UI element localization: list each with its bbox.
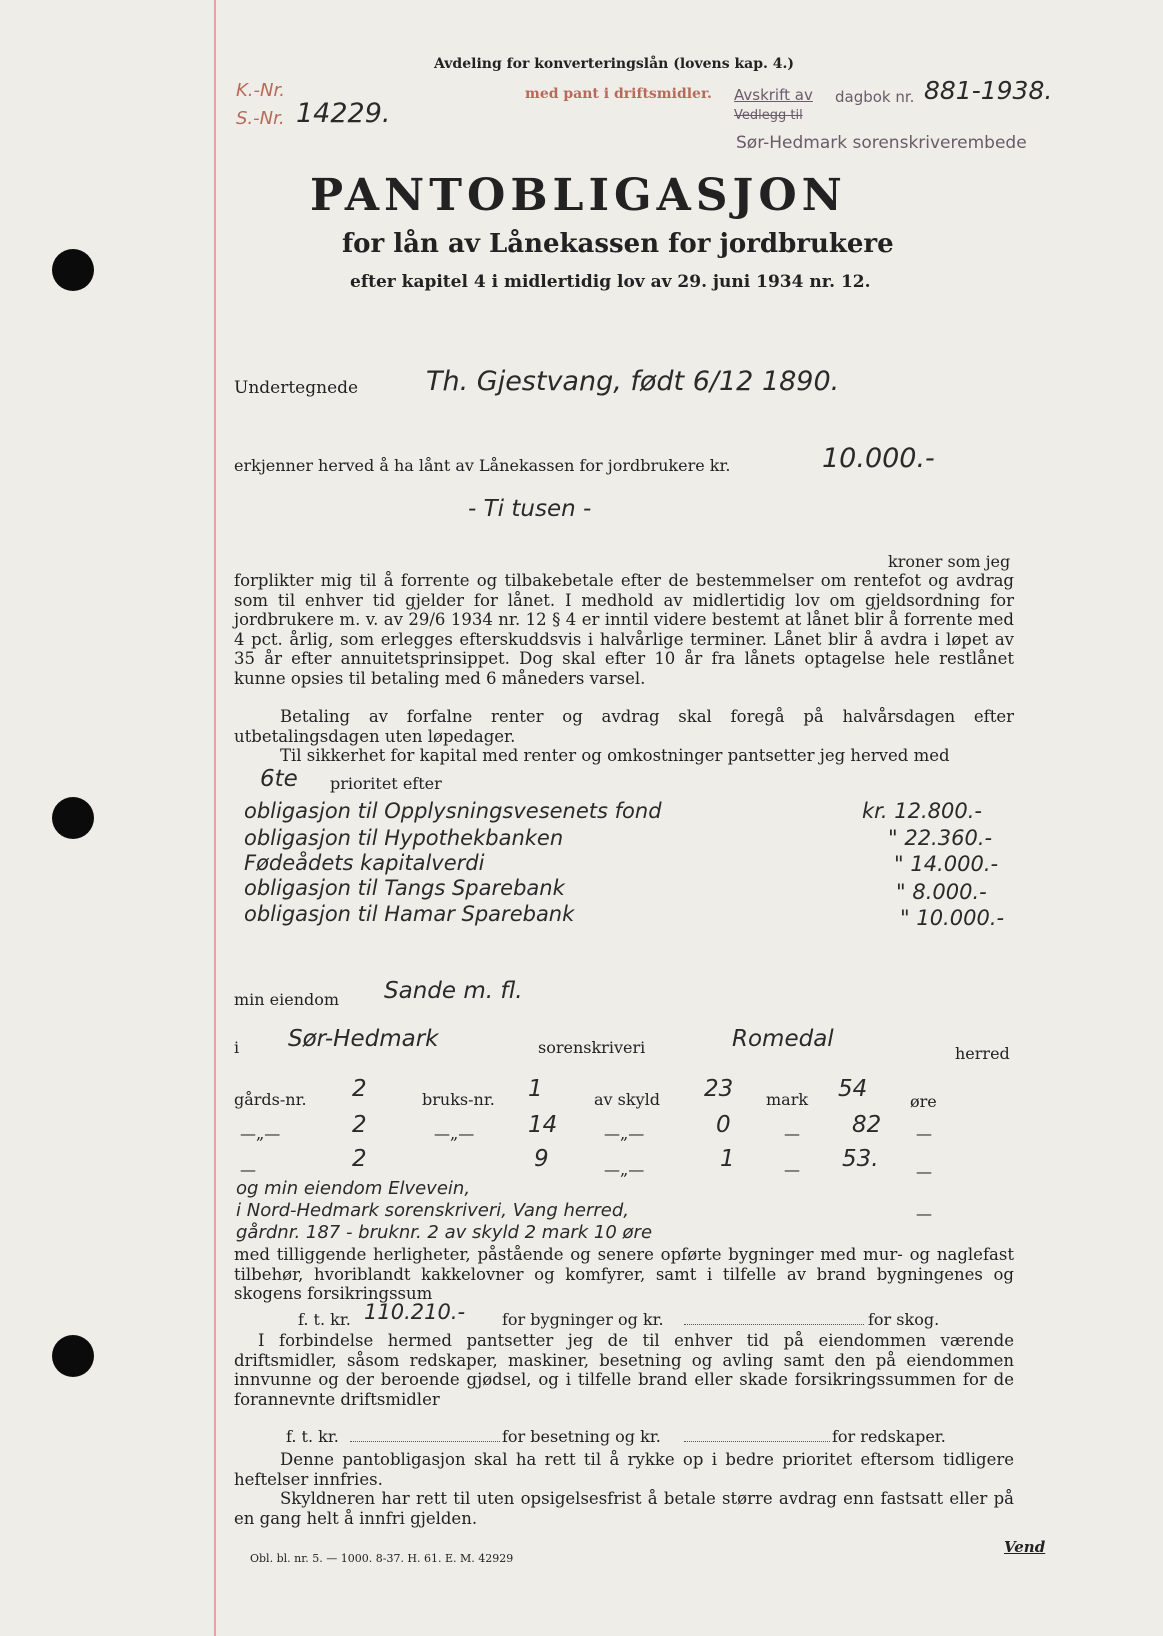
s-nr-label: S.-Nr. xyxy=(236,108,285,129)
ditto-mark: —„— xyxy=(240,1124,281,1143)
lien-creditor: obligasjon til Opplysningsvesenets fond xyxy=(244,799,662,823)
bnr-label: bruks-nr. xyxy=(422,1090,495,1109)
prepayment-paragraph: Skyldneren har rett til uten opsigelsesfrist å betale større avdrag enn fastsatt eller på en gang helt å innfri gjelden. xyxy=(234,1489,1014,1528)
priority-label: prioritet efter xyxy=(330,774,442,793)
property-in: i xyxy=(234,1038,240,1057)
bnr-value: 14 xyxy=(528,1112,558,1138)
for-buildings-label: for bygninger og kr. xyxy=(502,1310,664,1329)
mark-label: mark xyxy=(766,1090,809,1109)
ftkr-label: f. t. kr. xyxy=(286,1427,339,1446)
dash-mark: — xyxy=(916,1162,932,1181)
lien-creditor: obligasjon til Hamar Sparebank xyxy=(244,902,575,926)
lien-amount: " 14.000.- xyxy=(894,852,999,876)
tools-value-blank xyxy=(684,1441,830,1442)
lien-amount: " 10.000.- xyxy=(900,906,1005,930)
building-insurance-value: 110.210.- xyxy=(364,1300,466,1324)
skyld-label: av skyld xyxy=(594,1090,660,1109)
dash-mark: — xyxy=(916,1204,932,1223)
undersigned-label: Undertegnede xyxy=(234,378,359,398)
lien-amount: " 8.000.- xyxy=(896,880,987,904)
ditto-mark: —„— xyxy=(434,1124,475,1143)
mark-value: 54 xyxy=(838,1076,868,1102)
terms-paragraph: forplikter mig til å forrente og tilbakebetale efter de bestemmelser om rentefot og avdrag som til enhver tid gjelder for lånet. I medhold av midlertidig lov om gjeldsordning for jordbrukere m. v. av 29/6 1934 nr. 12 § 4 er inntil videre bestemt at lånet blir å forrente med 4 pct. årlig, som erlegges efterskuddsvis i halvårlige terminer. Lånet blir å avdra i løpet av 35 år efter annuitetsprinsippet. Dog skal efter 10 år fra lånets optagelse hele restlånet kunne opsies til betaling med 6 måneders varsel. xyxy=(234,571,1014,688)
lien-creditor: obligasjon til Tangs Sparebank xyxy=(244,876,565,900)
document-subtitle: for lån av Lånekassen for jordbrukere xyxy=(342,229,894,259)
dash-mark: — xyxy=(784,1160,800,1179)
priority-rank: 6te xyxy=(260,766,298,792)
district-name: Sør-Hedmark xyxy=(288,1026,439,1052)
property-label: min eiendom xyxy=(234,990,340,1009)
mark-value: 53. xyxy=(842,1146,879,1172)
borrower-name: Th. Gjestvang, født 6/12 1890. xyxy=(426,366,840,397)
skyld-value: 1 xyxy=(720,1146,735,1172)
punch-hole xyxy=(52,797,94,839)
mark-value: 82 xyxy=(852,1112,882,1138)
lien-amount: " 22.360.- xyxy=(888,826,993,850)
skyld-value: 23 xyxy=(704,1076,734,1102)
collateral-type: med pant i driftsmidler. xyxy=(525,86,712,102)
skyld-value: 0 xyxy=(716,1112,731,1138)
gnr-value: 2 xyxy=(352,1146,367,1172)
copy-label: Avskrift av xyxy=(734,86,813,104)
ftkr-label: f. t. kr. xyxy=(298,1310,351,1329)
sorenskriveri-label: sorenskriveri xyxy=(538,1038,646,1057)
punch-hole xyxy=(52,1335,94,1377)
k-nr-label: K.-Nr. xyxy=(236,80,285,101)
s-nr-value: 14229. xyxy=(296,98,391,129)
turn-over-note: Vend xyxy=(1004,1538,1046,1556)
lien-amount: kr. 12.800.- xyxy=(862,799,982,823)
additional-property-line: i Nord-Hedmark sorenskriveri, Vang herred, xyxy=(236,1200,629,1221)
dash-mark: — xyxy=(240,1160,256,1179)
loan-statement: erkjenner herved å ha lånt av Lånekassen for jordbrukere kr. xyxy=(234,456,731,475)
for-tools-label: for redskaper. xyxy=(832,1427,946,1446)
ore-label: øre xyxy=(910,1092,937,1111)
for-forest-label: for skog. xyxy=(868,1310,940,1329)
dash-mark: — xyxy=(916,1124,932,1143)
ditto-mark: —„— xyxy=(604,1124,645,1143)
loan-amount: 10.000.- xyxy=(822,443,935,474)
print-imprint: Obl. bl. nr. 5. — 1000. 8-37. H. 61. E. M. 42929 xyxy=(250,1552,514,1565)
ditto-mark: —„— xyxy=(604,1160,645,1179)
gnr-label: gårds-nr. xyxy=(234,1090,307,1109)
payment-paragraph: Betaling av forfalne renter og avdrag skal foregå på halvårsdagen efter utbetalingsdagen uten løpedager. xyxy=(234,707,1014,746)
equipment-paragraph: I forbindelse hermed pantsetter jeg de til enhver tid på eiendommen værende driftsmidler, såsom redskaper, maskiner, besetning og avling samt den på eiendommen innvunne og der beroende gjødsel, og i tilfelle brand eller skade forsikringssummen for de forannevnte driftsmidler xyxy=(234,1331,1014,1409)
property-name: Sande m. fl. xyxy=(384,978,523,1004)
livestock-value-blank xyxy=(350,1441,500,1442)
for-livestock-label: for besetning og kr. xyxy=(502,1427,661,1446)
dagbok-number: 881-1938. xyxy=(924,76,1053,105)
gnr-value: 2 xyxy=(352,1076,367,1102)
additional-property-line: gårdnr. 187 - bruknr. 2 av skyld 2 mark 10 øre xyxy=(236,1222,653,1243)
bnr-value: 1 xyxy=(528,1076,543,1102)
appurtenances-paragraph: med tilliggende herligheter, påstående og senere opførte bygninger med mur- og naglefast tilbehør, hvoriblandt kakkelovner og komfyrer, samt i tilfelle av brand bygningenes og skogens forsikringssum xyxy=(234,1245,1014,1303)
dagbok-label: dagbok nr. xyxy=(835,88,915,106)
priority-advance-paragraph: Denne pantobligasjon skal ha rett til å rykke op i bedre prioritet eftersom tidligere heftelser innfries. xyxy=(234,1450,1014,1489)
bnr-value: 9 xyxy=(534,1146,549,1172)
loan-amount-words: - Ti tusen - xyxy=(468,496,592,522)
kroner-text: kroner som jeg xyxy=(888,552,1011,571)
gnr-value: 2 xyxy=(352,1112,367,1138)
legal-basis: efter kapitel 4 i midlertidig lov av 29. juni 1934 nr. 12. xyxy=(350,272,871,292)
document-title: PANTOBLIGASJON xyxy=(310,170,847,221)
punch-hole xyxy=(52,249,94,291)
herred-name: Romedal xyxy=(732,1026,834,1052)
lien-creditor: obligasjon til Hypothekbanken xyxy=(244,826,564,850)
herred-label: herred xyxy=(955,1044,1010,1063)
department-line: Avdeling for konverteringslån (lovens kap. 4.) xyxy=(434,56,795,72)
security-paragraph: Til sikkerhet for kapital med renter og omkostninger pantsetter jeg herved med xyxy=(280,746,950,765)
margin-rule xyxy=(214,0,216,1636)
lien-creditor: Fødeådets kapitalverdi xyxy=(244,851,485,875)
dash-mark: — xyxy=(784,1124,800,1143)
attachment-label-struck: Vedlegg til xyxy=(734,108,803,123)
forest-value-blank xyxy=(684,1324,864,1325)
office-stamp: Sør-Hedmark sorenskriverembede xyxy=(736,133,1027,153)
additional-property-line: og min eiendom Elvevein, xyxy=(236,1178,471,1199)
